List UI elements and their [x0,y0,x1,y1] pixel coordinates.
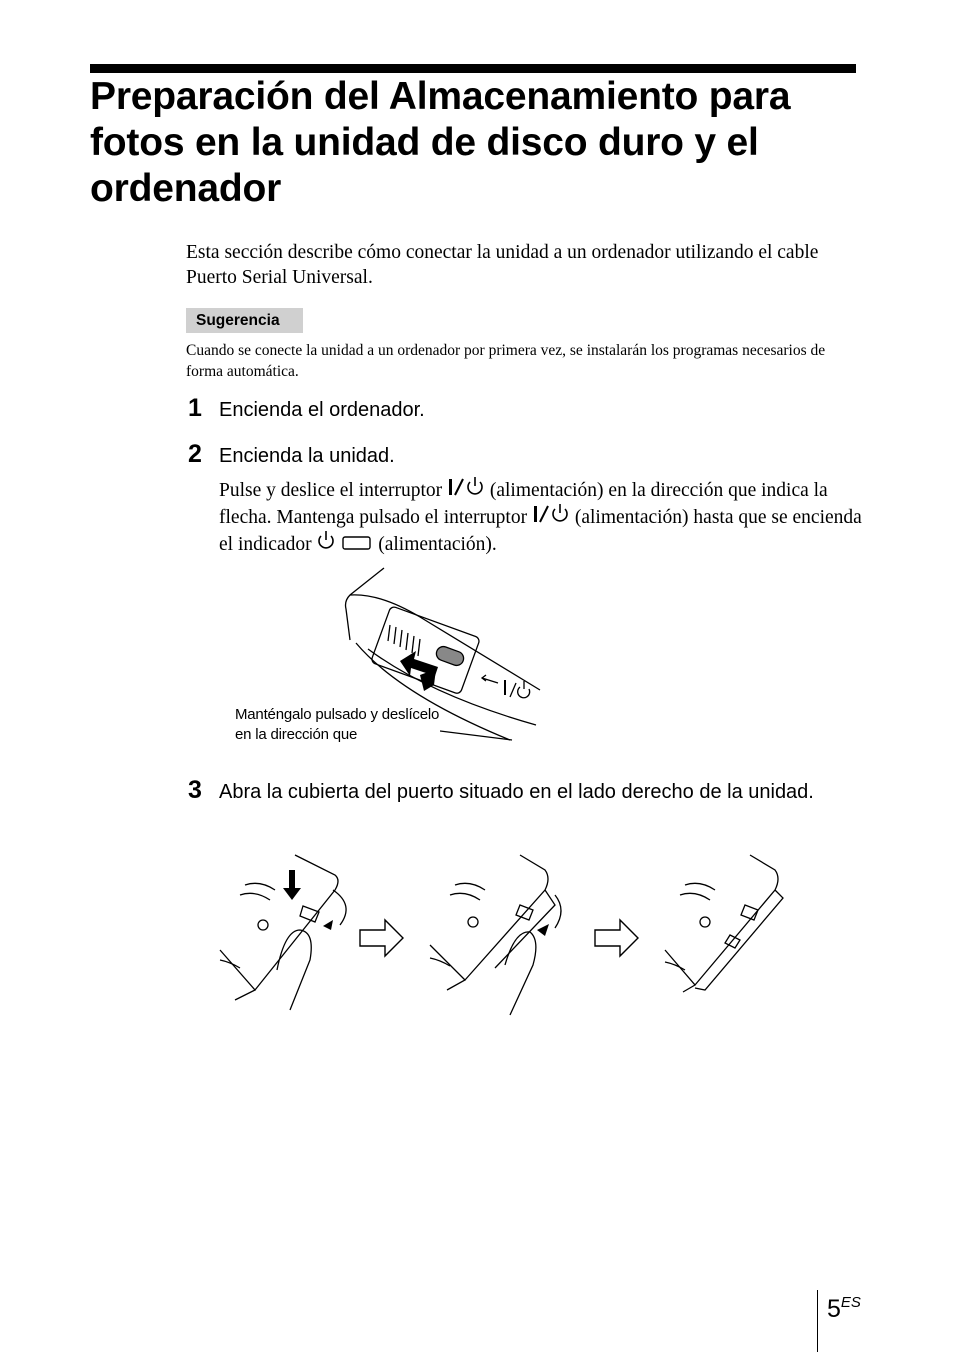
step-2-title: Encienda la unidad. [219,445,395,467]
tip-badge: Sugerencia [186,308,303,333]
power-switch-icon [532,503,570,525]
step-2-body-part-4: (alimentación). [378,534,497,555]
page-title: Preparación del Almacenamiento para fotos en la unidad de disco duro y el ordenador [90,75,791,210]
step-3-title: Abra la cubierta del puerto situado en el lado derecho de la unidad. [219,781,814,803]
indicator-lamp-icon [341,534,373,552]
page-number-rule [817,1290,818,1352]
step-2-body-part-2: (alimentación) en la dirección que indica la flecha. Mantenga pulsado el interruptor [219,480,828,528]
figure-caption [235,705,450,745]
step-2-body-part-1: Pulse y deslice el interruptor [219,480,443,501]
step-1-title: Encienda el ordenador. [219,399,425,421]
step-1-number: 1 [188,394,202,422]
step-3-number: 3 [188,776,202,804]
page-number-value: 5 [827,1295,841,1323]
power-switch-icon [447,476,485,498]
title-rule [90,64,856,73]
step-2-number: 2 [188,440,202,468]
page-language-suffix: ES [840,1294,861,1311]
figure-caption-text: Manténgalo pulsado y deslícelo en la dirección que [235,706,440,743]
caption-leader-line [440,730,515,742]
step-2-body-part-3: (alimentación) hasta que se encienda el indicador [219,507,862,555]
step-2-body [219,476,869,557]
tip-text: Cuando se conecte la unidad a un ordenador por primera vez, se instalarán los programas necesarios de forma automática. [186,342,826,380]
page-number [827,1286,861,1326]
port-cover-illustration [215,850,785,1020]
power-indicator-icon [316,530,336,552]
intro-paragraph: Esta sección describe cómo conectar la unidad a un ordenador utilizando el cable Puerto Serial Universal. [186,242,819,288]
